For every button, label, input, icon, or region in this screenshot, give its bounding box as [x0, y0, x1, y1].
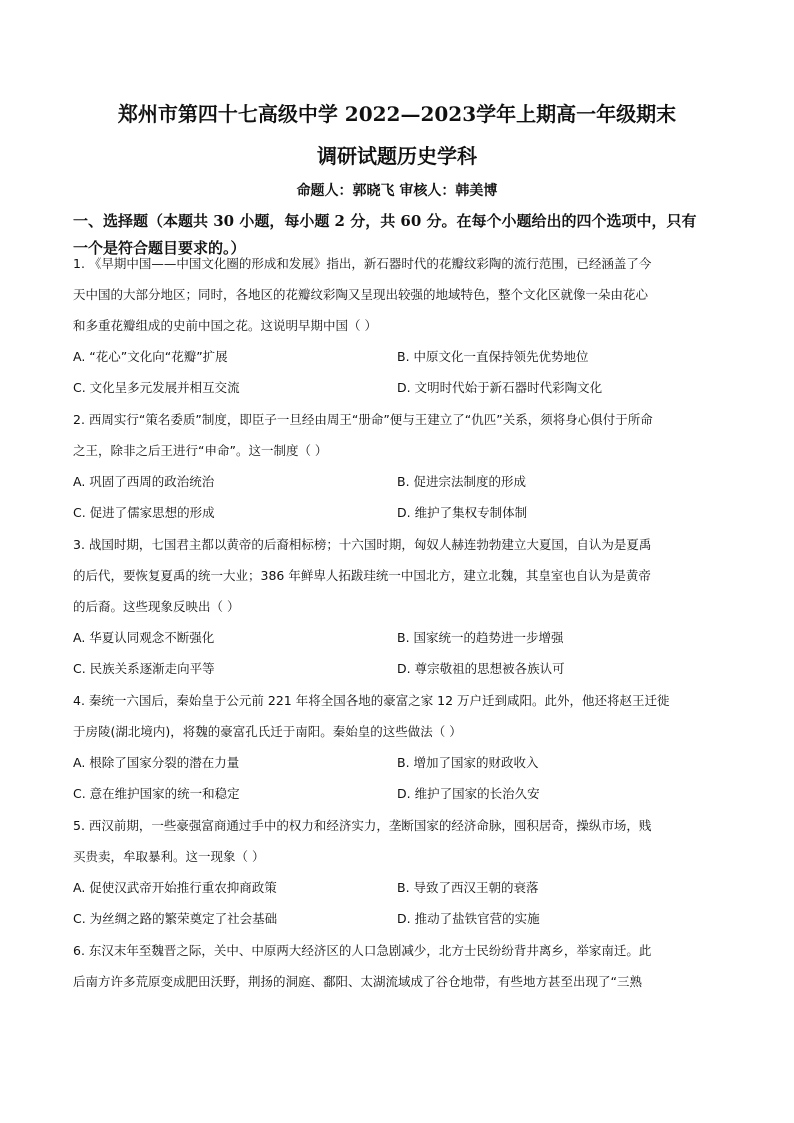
question-5-option-d: D. 推动了盐铁官营的实施 — [397, 911, 540, 926]
question-1-option-b: B. 中原文化一直保持领先优势地位 — [397, 349, 589, 364]
question-1-line-3: 和多重花瓣组成的史前中国之花。这说明早期中国（ ） — [73, 318, 377, 333]
question-6-line-2: 后南方许多荒原变成肥田沃野，荆扬的洞庭、鄱阳、太湖流域成了谷仓地带，有些地方甚至出现了“三熟 — [73, 974, 642, 989]
question-3-option-b: B. 国家统一的趋势进一步增强 — [397, 630, 564, 645]
question-1-option-d: D. 文明时代始于新石器时代彩陶文化 — [397, 380, 603, 395]
question-1-line-1: 1. 《早期中国——中国文化圈的形成和发展》指出，新石器时代的花瓣纹彩陶的流行范围，已经涵盖了今 — [73, 256, 652, 271]
authors-line: 命题人：郭晓飞 审核人：韩美博 — [296, 183, 498, 199]
question-5-line-1: 5. 西汉前期，一些豪强富商通过手中的权力和经济实力，垄断国家的经济命脉，囤积居奇，操纵市场，贱 — [73, 818, 652, 833]
question-4-option-d: D. 维护了国家的长治久安 — [397, 786, 540, 801]
question-5-option-c: C. 为丝绸之路的繁荣奠定了社会基础 — [73, 911, 278, 926]
question-6-line-1: 6. 东汉末年至魏晋之际，关中、中原两大经济区的人口急剧减少，北方士民纷纷背井离乡，举家南迁。此 — [73, 943, 652, 958]
question-3-line-2: 的后代，要恢复夏禹的统一大业；386 年鲜卑人拓跋珪统一中国北方，建立北魏，其皇室也自认为是黄帝 — [73, 568, 651, 583]
question-3-option-a: A. 华夏认同观念不断强化 — [73, 630, 215, 645]
question-2-line-2: 之王，除非之后王进行“申命”。这一制度（ ） — [73, 443, 328, 458]
question-1-option-a: A. “花心”文化向“花瓣”扩展 — [73, 349, 228, 364]
question-4-line-2: 于房陵(湖北境内)，将魏的豪富孔氏迁于南阳。秦始皇的这些做法（ ） — [73, 724, 462, 739]
question-5-line-2: 买贵卖，牟取暴利。这一现象（ ） — [73, 849, 265, 864]
question-1-line-2: 天中国的大部分地区；同时，各地区的花瓣纹彩陶又呈现出较强的地域特色，整个文化区就像一朵由花心 — [73, 287, 649, 302]
page-title: 郑州市第四十七高级中学 2022—2023学年上期高一年级期末 — [117, 102, 677, 126]
question-2-option-b: B. 促进宗法制度的形成 — [397, 474, 527, 489]
question-4-option-b: B. 增加了国家的财政收入 — [397, 755, 539, 770]
question-2-option-d: D. 维护了集权专制体制 — [397, 505, 528, 520]
question-5-option-b: B. 导致了西汉王朝的衰落 — [397, 880, 539, 895]
question-2-option-c: C. 促进了儒家思想的形成 — [73, 505, 215, 520]
question-4-line-1: 4. 秦统一六国后，秦始皇于公元前 221 年将全国各地的豪富之家 12 万户迁到咸阳。此外，他还将赵王迁徙 — [73, 693, 670, 708]
question-4-option-a: A. 根除了国家分裂的潜在力量 — [73, 755, 240, 770]
section-heading: 一、选择题（本题共 30 小题，每小题 2 分，共 60 分。在每个小题给出的四个选项中，只有 — [73, 212, 697, 230]
section-heading-cont: 一个是符合题目要求的。） — [73, 239, 246, 257]
question-2-option-a: A. 巩固了西周的政治统治 — [73, 474, 215, 489]
question-3-line-1: 3. 战国时期，七国君主都以黄帝的后裔相标榜；十六国时期，匈奴人赫连勃勃建立大夏国，自认为是夏禹 — [73, 537, 652, 552]
question-5-option-a: A. 促使汉武帝开始推行重农抑商政策 — [73, 880, 277, 895]
question-2-line-1: 2. 西周实行“策名委质”制度，即臣子一旦经由周王“册命”便与王建立了“仇匹”关系，须将身心俱付于所命 — [73, 412, 653, 427]
page-subtitle: 调研试题历史学科 — [317, 144, 477, 168]
question-3-line-3: 的后裔。这些现象反映出（ ） — [73, 599, 240, 614]
question-3-option-c: C. 民族关系逐渐走向平等 — [73, 661, 215, 676]
question-3-option-d: D. 尊宗敬祖的思想被各族认可 — [397, 661, 565, 676]
question-1-option-c: C. 文化呈多元发展并相互交流 — [73, 380, 240, 395]
question-4-option-c: C. 意在维护国家的统一和稳定 — [73, 786, 240, 801]
